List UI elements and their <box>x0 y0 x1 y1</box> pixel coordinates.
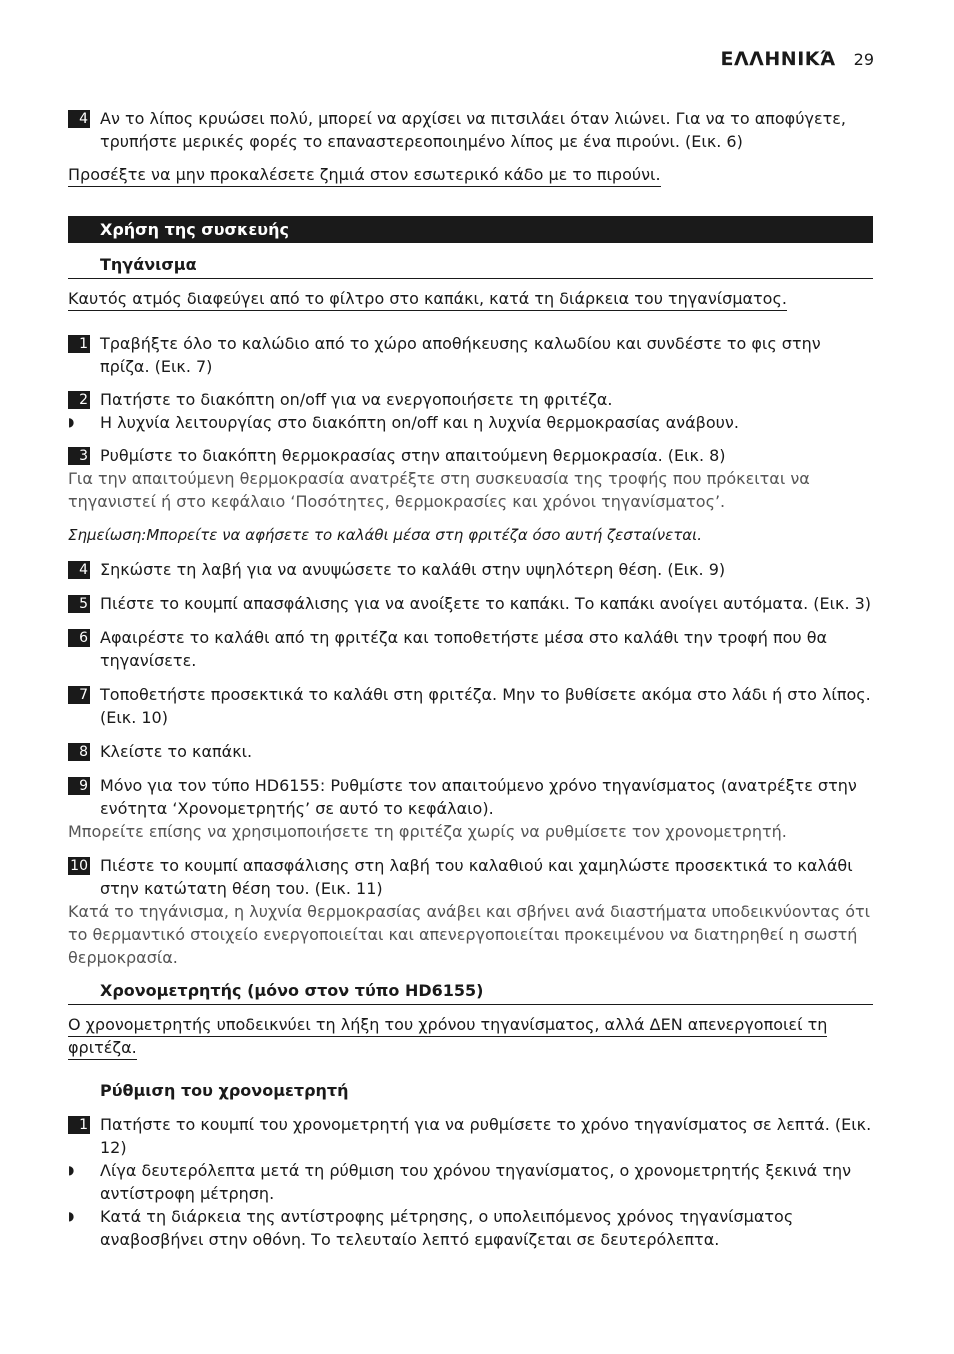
bullet-text: Λίγα δευτερόλεπτα μετά τη ρύθμιση του χρόνου τηγανίσματος, ο χρονομετρητής ξεκινά την αντίστροφη μέτρηση. <box>100 1161 852 1203</box>
step-text: Πατήστε το διακόπτη on/off για να ενεργοποιήσετε τη φριτέζα. <box>100 390 613 409</box>
step-text: Τοποθετήστε προσεκτικά το καλάθι στη φριτέζα. Μην το βυθίσετε ακόμα στο λάδι ή στο λίπος. (Εικ. 10) <box>100 685 871 727</box>
subsection-title: Ρύθμιση του χρονομετρητή <box>100 1081 349 1100</box>
step-item <box>68 626 873 672</box>
subsection-title: Χρονομετρητής (μόνο στον τύπο HD6155) <box>68 979 873 1005</box>
step-number: 4 <box>68 561 90 579</box>
step-text: Πατήστε το κουμπί του χρονομετρητή για να ρυθμίσετε το χρόνο τηγανίσματος σε λεπτά. (Εικ. 12) <box>100 1115 872 1157</box>
step-text: Μόνο για τον τύπο HD6155: Ρυθμίστε τον απαιτούμενο χρόνο τηγανίσματος (ανατρέξτε στην ενότητα ‘Χρονομετρητής’ σε αυτό το κεφάλαιο). <box>100 776 857 818</box>
bullet-item <box>68 1159 873 1205</box>
bullet-item <box>68 1205 873 1251</box>
section-title: Χρήση της συσκευής <box>68 216 873 243</box>
step-item <box>68 1113 873 1159</box>
step-item <box>68 854 873 900</box>
step-text: Αφαιρέστε το καλάθι από τη φριτέζα και τοποθετήστε μέσα στο καλάθι την τροφή που θα τηγανίσετε. <box>100 628 828 670</box>
step-number: 5 <box>68 595 90 613</box>
step-number: 1 <box>68 1116 90 1134</box>
step-number: 1 <box>68 335 90 353</box>
caution-text: Ο χρονομετρητής υποδεικνύει τη λήξη του χρόνου τηγανίσματος, αλλά ΔΕΝ απενεργοποιεί τη φριτέζα. <box>68 1013 873 1059</box>
step-number: 6 <box>68 629 90 647</box>
info-text: Μπορείτε επίσης να χρησιμοποιήσετε τη φριτέζα χωρίς να ρυθμίσετε τον χρονομετρητή. <box>68 822 787 841</box>
bullet-text: Η λυχνία λειτουργίας στο διακόπτη on/off και η λυχνία θερμοκρασίας ανάβουν. <box>100 413 739 432</box>
step-text: Πιέστε το κουμπί απασφάλισης στη λαβή του καλαθιού και χαμηλώστε προσεκτικά το καλάθι στην κατώτατη θέση του. (Εικ. 11) <box>100 856 853 898</box>
step-text: Πιέστε το κουμπί απασφάλισης για να ανοίξετε το καπάκι. Το καπάκι ανοίγει αυτόματα. (Εικ. 3) <box>100 594 872 613</box>
info-text: Για την απαιτούμενη θερμοκρασία ανατρέξτε στη συσκευασία της τροφής που πρόκειται να τηγανιστεί ή στο κεφάλαιο ‘Ποσότητες, θερμοκρασίες και χρόνοι τηγανίσματος’. <box>68 469 810 511</box>
bullet-icon: ◗ <box>68 1209 75 1223</box>
page-content <box>68 107 873 1251</box>
caution-text: Καυτός ατμός διαφεύγει από το φίλτρο στο καπάκι, κατά τη διάρκεια του τηγανίσματος. <box>68 287 873 310</box>
step-number: 9 <box>68 777 90 795</box>
step-item <box>68 774 873 820</box>
step-number: 10 <box>68 857 90 875</box>
bullet-item <box>68 411 873 434</box>
bullet-icon: ◗ <box>68 415 75 429</box>
step-item <box>68 107 873 153</box>
step-item <box>68 388 873 411</box>
step-number: 8 <box>68 743 90 761</box>
bullet-icon: ◗ <box>68 1163 75 1177</box>
step-text: Τραβήξτε όλο το καλώδιο από το χώρο αποθήκευσης καλωδίου και συνδέστε το φις στην πρίζα. (Εικ. 7) <box>100 334 821 376</box>
step-item <box>68 683 873 729</box>
step-item <box>68 558 873 581</box>
language-label: ΕΛΛΗΝΙΚΆ <box>720 48 836 70</box>
step-text: Ρυθμίστε το διακόπτη θερμοκρασίας στην απαιτούμενη θερμοκρασία. (Εικ. 8) <box>100 446 726 465</box>
subsection-title: Τηγάνισμα <box>68 253 873 279</box>
bullet-text: Κατά τη διάρκεια της αντίστροφης μέτρησης, ο υπολειπόμενος χρόνος τηγανίσματος αναβοσβήνει στην οθόνη. Το τελευταίο λεπτό εμφανίζεται σε δευτερόλεπτα. <box>100 1207 794 1249</box>
step-number: 2 <box>68 391 90 409</box>
page-header <box>721 48 875 70</box>
step-text: Σηκώστε τη λαβή για να ανυψώσετε το καλάθι στην υψηλότερη θέση. (Εικ. 9) <box>100 560 726 579</box>
info-text: Κατά το τηγάνισμα, η λυχνία θερμοκρασίας ανάβει και σβήνει ανά διαστήματα υποδεικνύοντας ότι το θερμαντικό στοιχείο ενεργοποιείται και απενεργοποιείται προκειμένου να διατηρηθεί η σωστή θερμοκρασία. <box>68 902 871 967</box>
caution-text: Προσέξτε να μην προκαλέσετε ζημιά στον εσωτερικό κάδο με το πιρούνι. <box>68 163 873 186</box>
step-item <box>68 444 873 467</box>
step-number: 3 <box>68 447 90 465</box>
step-text: Αν το λίπος κρυώσει πολύ, μπορεί να αρχίσει να πιτσιλάει όταν λιώνει. Για να το αποφύγετε, τρυπήστε μερικές φορές το επαναστερεοποιημένο λίπος με ένα πιρούνι. (Εικ. 6) <box>100 109 846 151</box>
step-item <box>68 592 873 615</box>
step-number: 4 <box>68 110 90 128</box>
step-number: 7 <box>68 686 90 704</box>
step-item <box>68 332 873 378</box>
note-text: Σημείωση:Μπορείτε να αφήσετε το καλάθι μέσα στη φριτέζα όσο αυτή ζεσταίνεται. <box>68 526 703 544</box>
page-number: 29 <box>853 50 874 69</box>
step-item <box>68 740 873 763</box>
step-text: Κλείστε το καπάκι. <box>100 742 253 761</box>
